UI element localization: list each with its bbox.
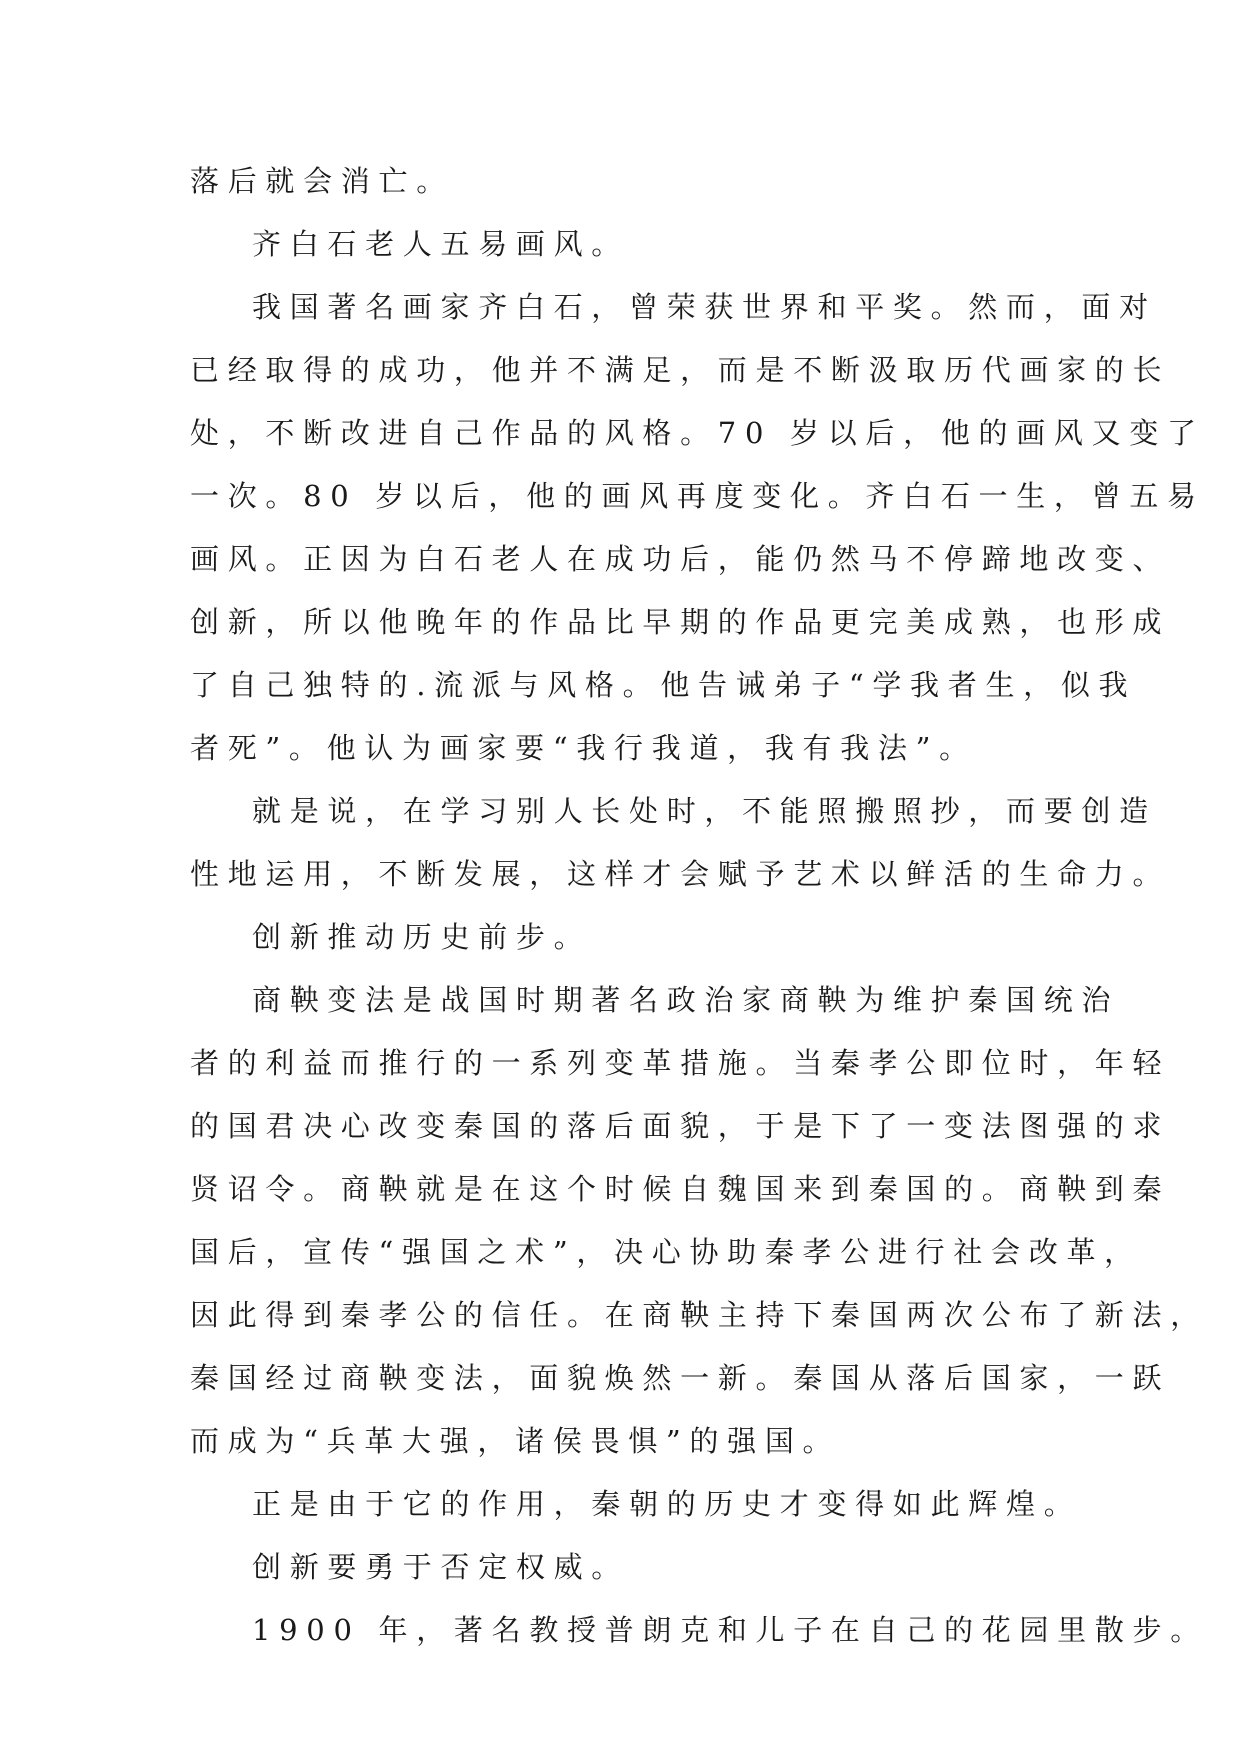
text-line: 齐白石老人五易画风。 xyxy=(252,227,630,261)
text-line: 贤诏令。商鞅就是在这个时候自魏国来到秦国的。商鞅到秦 xyxy=(190,1172,1171,1206)
text-line: 性地运用，不断发展，这样才会赋予艺术以鲜活的生命力。 xyxy=(190,857,1171,891)
text-line: 秦国经过商鞅变法，面貌焕然一新。秦国从落后国家，一跃 xyxy=(190,1361,1171,1395)
text-line: 正是由于它的作用，秦朝的历史才变得如此辉煌。 xyxy=(252,1487,1082,1521)
text-line: 创新推动历史前步。 xyxy=(252,920,592,954)
text-line: 的国君决心改变秦国的落后面貌，于是下了一变法图强的求 xyxy=(190,1109,1171,1143)
text-line: 我国著名画家齐白石，曾荣获世界和平奖。然而，面对 xyxy=(252,290,1157,324)
text-line: 画风。正因为白石老人在成功后，能仍然马不停蹄地改变、 xyxy=(190,542,1171,576)
text-line: 处，不断改进自己作品的风格。70 岁以后，他的画风又变了 xyxy=(190,416,1205,450)
text-line: 已经取得的成功，他并不满足，而是不断汲取历代画家的长 xyxy=(190,353,1171,387)
text-line: 就是说，在学习别人长处时，不能照搬照抄，而要创造 xyxy=(252,794,1157,828)
text-line: 而成为“兵革大强，诸侯畏惧”的强国。 xyxy=(190,1424,841,1458)
text-line: 者的利益而推行的一系列变革措施。当秦孝公即位时，年轻 xyxy=(190,1046,1171,1080)
text-line: 创新要勇于否定权威。 xyxy=(252,1550,630,1584)
text-line: 1900 年，著名教授普朗克和儿子在自己的花园里散步。 xyxy=(252,1613,1208,1647)
document-body xyxy=(190,150,1208,1662)
text-line: 了自己独特的.流派与风格。他告诫弟子“学我者生，似我 xyxy=(190,668,1137,702)
text-line: 一次。80 岁以后，他的画风再度变化。齐白石一生，曾五易 xyxy=(190,479,1205,513)
text-line: 落后就会消亡。 xyxy=(190,164,454,198)
text-line: 商鞅变法是战国时期著名政治家商鞅为维护秦国统治 xyxy=(252,983,1120,1017)
text-line: 国后，宣传“强国之术”，决心协助秦孝公进行社会改革， xyxy=(190,1235,1142,1269)
text-line: 因此得到秦孝公的信任。在商鞅主持下秦国两次公布了新法， xyxy=(190,1298,1208,1332)
text-line: 创新，所以他晚年的作品比早期的作品更完美成熟，也形成 xyxy=(190,605,1171,639)
text-line: 者死”。他认为画家要“我行我道，我有我法”。 xyxy=(190,731,977,765)
